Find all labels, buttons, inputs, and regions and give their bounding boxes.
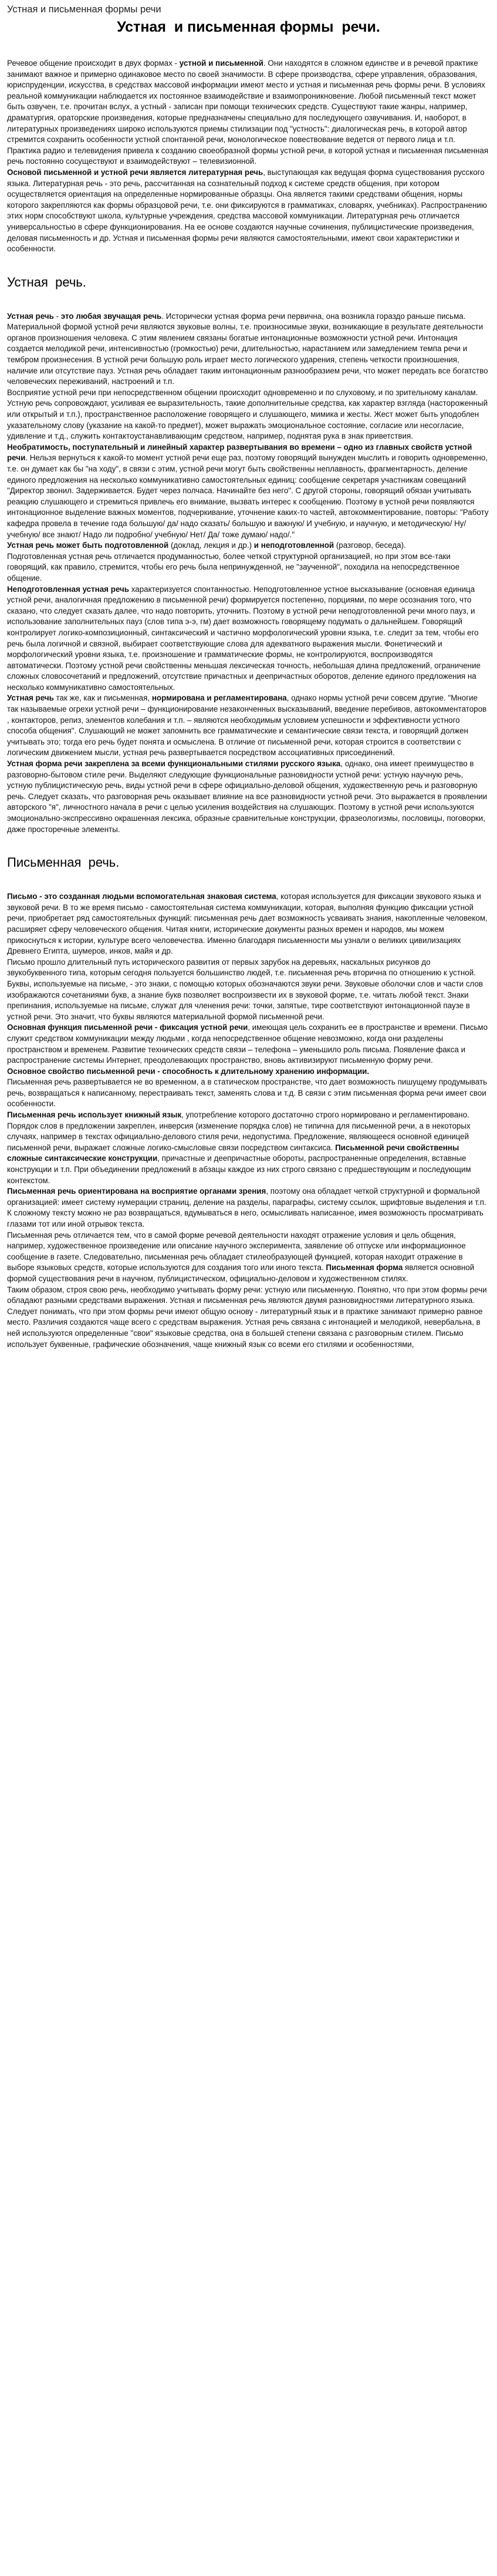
- section-heading-oral-speech: Устная речь.: [7, 274, 86, 289]
- bold-text-run: Устная речь может быть подготовленной: [7, 541, 169, 550]
- section-heading-written-speech: Письменная речь.: [7, 855, 120, 870]
- text-run: Письменная речь развертывается не во временном, а в статическом пространстве, что дает возможность пишущему продумывать речь, возвращаться к написанному, перестраивать текст, заменять слова и т.д. В связи с этим письменная форма речи имеет свои особенности.: [7, 1077, 488, 1109]
- bold-text-run: Письменная речь ориентирована на восприятие органами зрения: [7, 1187, 266, 1196]
- paragraph: [7, 167, 490, 255]
- bold-text-run: Основное свойство письменной речи - способность к длительному хранению информации.: [7, 1066, 370, 1076]
- text-run: , употребление которого достаточно строго нормировано и регламентировано. Порядок слов в предложении закреплен, инверсия (изменение порядка слов) не типична для письменной речи, а в некоторых случаях, например в текстах официально-делового стиля речи, недопустима. Предложение, являющееся основной единицей письменной речи, выражает сложные логико-смысловые связи посредством синтаксиса.: [7, 1110, 471, 1152]
- paragraph: [7, 1022, 490, 1066]
- text-run: . Нельзя вернуться к какой-то момент устной речи еще раз, поэтому говорящий вынужден мыслить и говорить одновременно, т.е. он думает как бы "на ходу", в связи с этим, устной речи могут быть свойственны неплавность, фрагментарность, деление единого предложения на несколько коммуникативно самостоятельных единиц: сообщение секретаря участникам совещаний "Директор звонил. Задерживается. Будет через полчаса. Начинайте без него". С другой стороны, говорящий обязан учитывать реакцию слушающего и стремиться привлечь его внимание, вызвать интерес к сообщению. Поэтому в устной речи появляются интонационное выделение важных моментов, подчеркивание, уточнение каких-то частей, автокомментирование, повторы: "Работу кафедра провела в течение года большую/ да/ надо сказать/ большую и важную/ И учебную, и научную, и методическую/ Ну/ учебную/ все знают/ Надо ли подробно/ учебную/ Нет/ Да/ тоже думаю/ надо/.": [7, 453, 489, 539]
- bold-text-run: Основная функция письменной речи - фиксация устной речи: [7, 1023, 248, 1032]
- bold-text-run: Устная речь: [7, 693, 54, 703]
- text-run: , поэтому она обладает четкой структурной и формальной организацией: имеет систему нумерации страниц, деление на разделы, параграфы, систему ссылок, шрифтовые выделения и т.п.: [7, 1187, 486, 1207]
- page-title: Устная и письменная формы речи.: [117, 19, 380, 35]
- paragraph: [7, 1208, 490, 1230]
- oral-speech-section: [7, 311, 490, 836]
- text-run: К сложному тексту можно не раз возвращаться, вдумываться в него, осмысливать написанное, имея возможность просматривать глазами тот или иной отрывок текста.: [7, 1208, 484, 1228]
- paragraph: [7, 58, 490, 167]
- text-run: характеризуется спонтанностью. Неподготовленное устное высказывание (основная единица устной речи, аналогичная предложению в письменной речи) формируется постепенно, порциями, по мере осознания того, что сказано, что следует сказать далее, что надо повторить, уточнить. Поэтому в устной речи неподготовленной речи много пауз, и использование заполнительных пауз (слов типа э-э, гм) дает возможность говорящему подумать о дальнейшем. Говорящий контролирует логико-композиционный, синтаксический и частично морфологический уровни языка, т.е. следит за тем, чтобы его речь была логичной и связной, выбирает соответствующие слова для адекватного выражения мысли. Фонетический и морфологический уровни языка, т.е. произношение и грамматические формы, не контролируются, воспроизводятся автоматически. Поэтому устной речи свойственны меньшая лексическая точность, небольшая длина предложений, ограничение сложных словосочетаний и предложений, отсутствие причастных и деепричастных оборотов, деление единого предложения на несколько коммуникативно самостоятельных.: [7, 584, 481, 692]
- text-run: Восприятие устной речи при непосредственном общении происходит одновременно и по слуховому, и по зрительному каналам. Устную речь сопровождают, усиливая ее выразительность, такие дополнительные средства, как характер взгляда (настороженный или открытый и т.п.), пространственное расположение говорящего и слушающего, мимика и жесты. Жест может быть уподоблен указательному слову (указание на какой-то предмет), может выражать эмоциональное состояние, согласие или несогласие, удивление и т.д., служить контактоустанавливающим средством, например, поднятая рука в знак приветствия.: [7, 388, 488, 441]
- paragraph: [7, 388, 490, 442]
- bold-text-run: нормирована и регламентирована: [151, 693, 287, 703]
- intro-section: [7, 58, 490, 255]
- paragraph: [7, 1066, 490, 1077]
- paragraph: [7, 311, 490, 388]
- text-run: -: [53, 311, 61, 321]
- paragraph: [7, 957, 490, 1023]
- text-run: , однако, она имеет преимущество в разговорно-бытовом стиле речи. Выделяют следующие функциональные разновидности устной речи: устную научную речь, устную публицистическую речь, виды устной речи в сфере официально-деловой общения, художественную речь и разговорную речь. Следует сказать, что разговорная речь оказывает влияние на все разновидности устной речи. Это выражается в проявлении авторского "я", личностного начала в речи с целью усиления воздействия на слушающих. Поэтому в устной речи используются эмоционально-экспрессивно окрашенная лексика, образные сравнительные конструкции, фразеологизмы, пословицы, поговорки, даже просторечные элементы.: [7, 759, 488, 834]
- paragraph: [7, 551, 490, 584]
- paragraph: [7, 540, 490, 551]
- bold-text-run: Необратимость, поступательный и линейный характер развертывания во времени – одно из главных свойств устной речи: [7, 442, 472, 463]
- bold-text-run: Письменной речи свойственны сложные синтаксические конструкции: [7, 1143, 459, 1163]
- paragraph: [7, 759, 490, 835]
- bold-text-run: устной и письменной: [179, 59, 263, 68]
- text-run: Подготовленная устная речь отличается продуманностью, более четкой структурной организацией, но при этом все-таки говорящий, как правило, стремится, чтобы его речь была непринужденной, не "заученной", походила на непосредственное общение.: [7, 551, 460, 582]
- bold-text-run: Устная форма речи закреплена за всеми функциональными стилями русского языка: [7, 759, 341, 769]
- bold-text-run: Основой письменной и устной речи является литературная речь: [7, 167, 263, 177]
- text-run: , выступающая как ведущая форма существования русского языка. Литературная речь - это речь, рассчитанная на сознательный подход к системе средств общения, при котором осуществляется ориентация на определенные нормированные образцы. Она является такими средствами общения, нормы которого закрепляются как формы образцовой речи, т.е. они фиксируются в грамматиках, словарях, учебниках). Распространению этих норм способствуют школа, культурные учреждения, средства массовой коммуникации. Литературная речь отличается универсальностью в сфере функционирования. На ее основе создаются научные сочинения, публицистические произведения, деловая письменность и др. Устная и письменная формы речи являются самостоятельными, имеют свои характеристики и особенности.: [7, 167, 487, 254]
- bold-text-run: Письмо - это созданная людьми вспомогательная знаковая система: [7, 892, 276, 901]
- paragraph: [7, 1110, 490, 1186]
- text-run: Письмо прошло длительный путь исторического развития от первых зарубок на деревьях, наскальных рисунков до звукобуквенного типа, которым сегодня пользуется большинство людей, т.е. письменная речь вторична по отношению к устной. Буквы, используемые на письме, - это знаки, с помощью которых обозначаются звуки речи. Звуковые оболочки слов и части слов изображаются сочетаниями букв, а знание букв позволяет воспроизвести их в звуковой форме, т.е. читать любой текст. Знаки препинания, используемые на письме, служат для членения речи: точки, запятые, тире соответствуют интонационной паузе в устной речи. Это значит, что буквы являются материальной формой письменной речи.: [7, 957, 484, 1021]
- text-run: Речевое общение происходит в двух формах -: [7, 59, 180, 68]
- text-run: , имеющая цель сохранить ее в пространстве и времени. Письмо служит средством коммуникации между людьми , когда непосредственное общение невозможно, когда они разделены пространством и временем. Развитие технических средств связи – телефона – уменьшило роль письма. Появление факса и распространение системы Интернет, преодолевающих пространство, вновь активизируют письменную форму речи.: [7, 1023, 488, 1065]
- bold-text-run: это любая звучащая речь: [60, 311, 162, 321]
- text-run: . Исторически устная форма речи первична, она возникла гораздо раньше письма. Материальной формой устной речи являются звуковые волны, т.е. произносимые звуки, возникающие в результате деятельности органов произношения человека. С этим явлением связаны богатые интонационные возможности устной речи. Интонация создается мелодикой речи, интенсивностью (громкостью) речи, длительностью, нарастанием или замедлением темпа речи и тембром произнесения. В устной речи большую роль играет место логического ударения, степень четкости произношения, наличие или отсутствие пауз. Устная речь обладает таким интонационным разнообразием речи, что может передать все богатство человеческих переживаний, настроений и т.п.: [7, 311, 488, 386]
- text-run: , которая используется для фиксации звукового языка и звуковой речи. В то же время письмо - самостоятельная система коммуникации, которая, выполняя функцию фиксации устной речи, приобретает ряд самостоятельных функций: письменная речь дает возможность усваивать знания, накопленные человеком, расширяет сферу человеческого общения. Читая книги, исторические документы разных времен и народов, мы можем прикоснуться к истории, культуре всего человечества. Именно благодаря письменности мы узнали о великих цивилизациях Древнего Египта, шумеров, инков, майя и др.: [7, 892, 488, 956]
- bold-text-run: Письменная речь использует книжный язык: [7, 1110, 182, 1120]
- bold-text-run: Неподготовленная устная речь: [7, 584, 129, 594]
- paragraph: [7, 1186, 490, 1208]
- text-run: (разговор, беседа).: [334, 541, 406, 550]
- bold-text-run: Устная речь: [7, 311, 54, 321]
- paragraph: [7, 1230, 490, 1285]
- paragraph: [7, 1077, 490, 1110]
- text-run: является основной формой существования речи в научном, публицистическом, официально-деловом и художественном стилях.: [7, 1263, 475, 1283]
- bold-text-run: и неподготовленной: [253, 541, 334, 550]
- paragraph: [7, 693, 490, 759]
- paragraph: [7, 442, 490, 540]
- text-run: Таким образом, строя свою речь, необходимо учитывать форму речи: устную или письменную. Понятно, что при этом формы речи обладают разными средствами выражения. Устная и письменная речь являются двумя разновидностями литературного языка. Следует понимать, что при этом формы речи имеют общую основу - литературный язык и в практике занимают примерно равное место. Различия создаются чаще всего с средствам выражения. Устная речь связана с интонацией и мелодикой, невербальна, в ней используются определенные "свои" языковые средства, она в большей степени связана с разговорным стилем. Письмо использует буквенные, графические обозначения, чаще книжный язык со всеми его стилями и особенностями,: [7, 1285, 487, 1349]
- paragraph: [7, 1285, 490, 1351]
- written-speech-section: [7, 891, 490, 1350]
- browser-title: Устная и письменная формы речи: [7, 4, 161, 15]
- text-run: , однако нормы устной речи совсем другие. "Многие так называемые огрехи устной речи – функционирование незаконченных высказываний, введение перебивов, автокомментаторов , контакторов, репиз, элементов колебания и т.п. – являются необходимым условием успешности и эффективности устного способа общения". Слушающий не может запомнить все грамматические и семантические связи текста, и говорящий должен учитывать это; тогда его речь будет понята и осмыслена. В отличие от письменной речи, которая строится в соответствии с логическим движением мысли, устная речь развертывается посредством ассоциативных присоединений.: [7, 693, 487, 757]
- text-run: (доклад, лекция и др.): [168, 541, 254, 550]
- paragraph: [7, 891, 490, 957]
- paragraph: [7, 584, 490, 693]
- text-run: Письменная речь отличается тем, что в самой форме речевой деятельности находят отражение условия и цель общения, например, художественное произведение или описание научного эксперимента, заявление об отпуске или информационное сообщение в газете. Следовательно, письменная речь обладает стилеобразующей функцией, которая находит отражение в выборе языковых средств, которые используются для создания того или иного текста.: [7, 1230, 466, 1272]
- bold-text-run: Письменная форма: [326, 1263, 403, 1272]
- text-run: , причастные и деепричастные обороты, распространенные определения, вставные конструкции и т.п. При объединении предложений в абзацы каждое из них строго связано с предшествующим и последующим контекстом.: [7, 1154, 471, 1185]
- text-run: так же, как и письменная,: [53, 693, 152, 703]
- text-run: . Они находятся в сложном единстве и в речевой практике занимают важное и примерно одинаковое место по своей значимости. В сфере производства, сфере управления, образования, юриспруденции, искусства, в средствах массовой информации имеют место и устная и письменная речь формы речи. В условиях реальной коммуникации наблюдается их постоянное взаимодействие и взаимопроникновение. Любой письменный текст может быть озвучен, т.е. прочитан вслух, а устный - записан при помощи технических средств. Существуют такие жанры, например, драматургия, ораторские произведения, которые предназначены специально для последующего озвучивания. И, наоборот, в литературных произведениях широко используются приемы стилизации под "устность": диалогическая речь, в которой автор стремится сохранить особенности устной спонтанной речи, монологическое повествование ведется от первого лица и т.п. Практика радио и телевидения привела к созданию своеобразной формы устной речи, в которой устная и письменная письменная речь постоянно сосуществуют и взаимодействуют – телевизионной.: [7, 59, 489, 166]
